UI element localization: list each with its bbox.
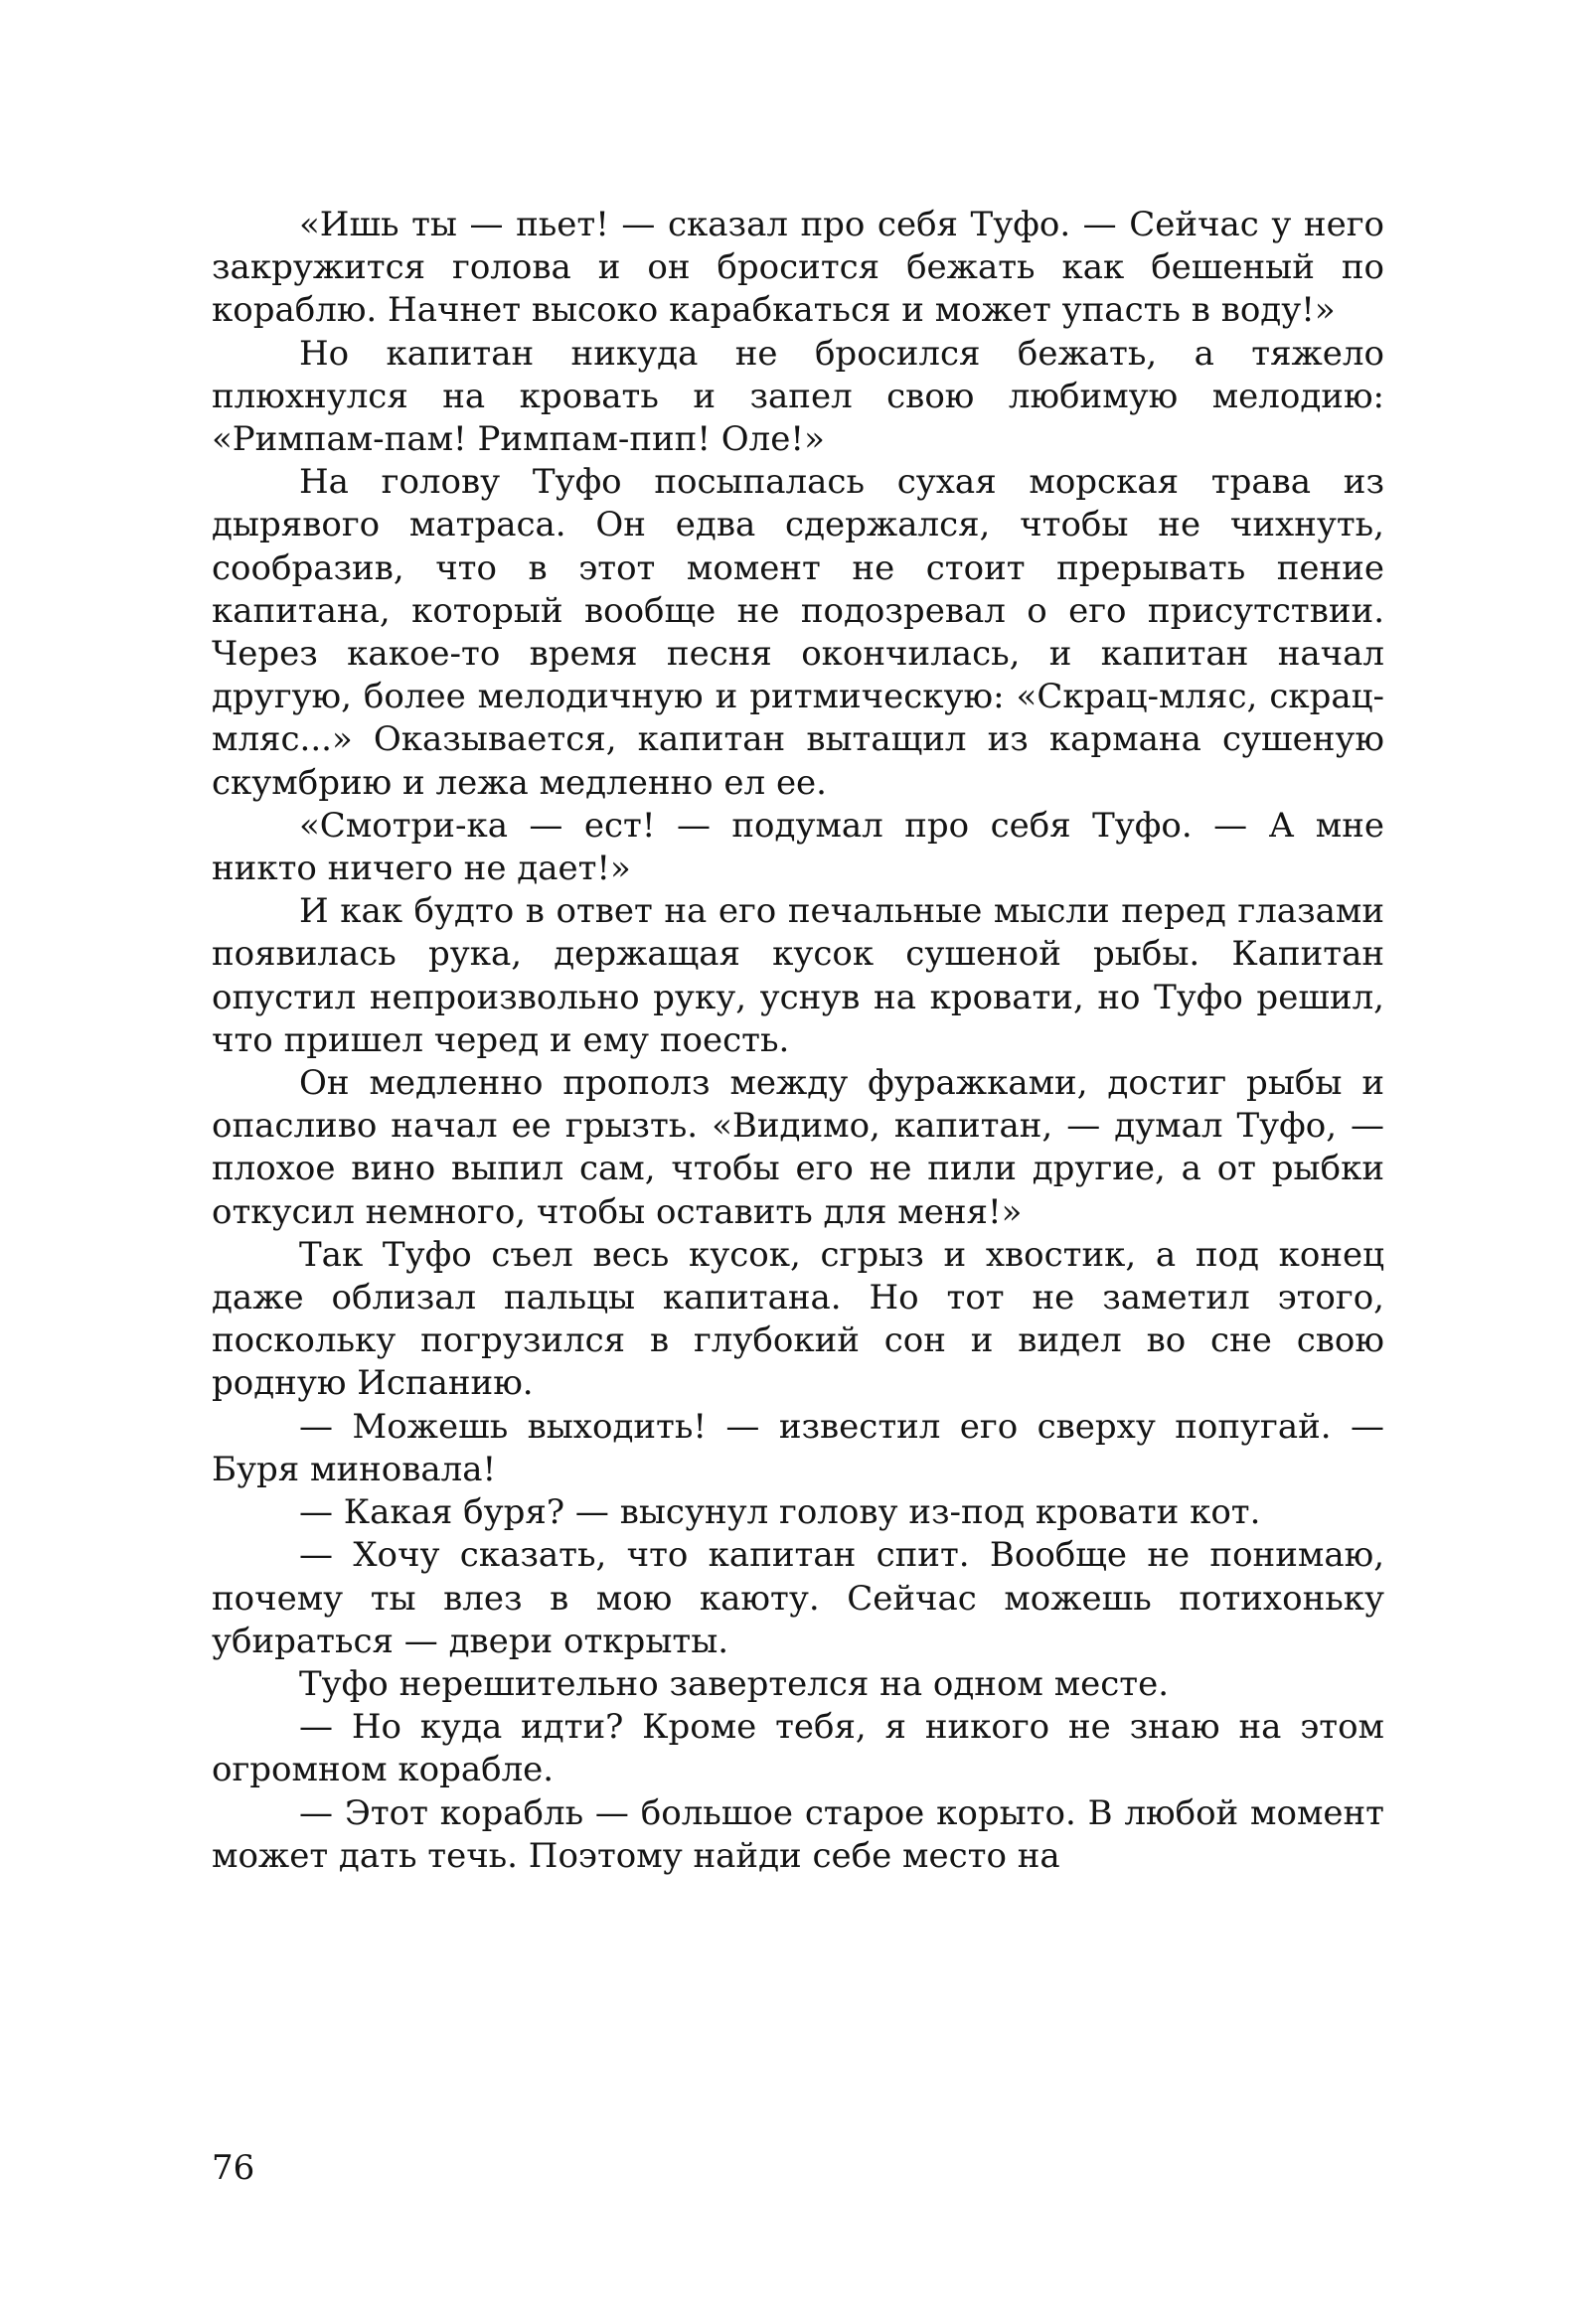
paragraph: «Ишь ты — пьет! — сказал про себя Туфо. — Сейчас у него закружится голова и он бросится бежать как бешеный по кораблю. Начнет высоко карабкаться и может упасть в воду!» xyxy=(212,205,1384,331)
paragraph: — Какая буря? — высунул голову из-под кровати кот. xyxy=(299,1492,1261,1533)
paragraph: И как будто в ответ на его печальные мысли перед глазами появилась рука, держащая кусок сушеной рыбы. Капитан опустил непроизвольно руку, уснув на кровати, но Туфо решил, что пришел черед и ему поесть. xyxy=(212,891,1384,1060)
paragraph: — Этот корабль — большое старое корыто. В любой момент может дать течь. Поэтому найди себе место на xyxy=(212,1792,1384,1876)
paragraph: — Но куда идти? Кроме тебя, я никого не знаю на этом огромном корабле. xyxy=(212,1707,1384,1790)
paragraph: «Смотри-ка — ест! — подумал про себя Туфо. — А мне никто ничего не дает!» xyxy=(212,805,1384,889)
paragraph: На голову Туфо посыпалась сухая морская трава из дырявого матраса. Он едва сдержался, чтобы не чихнуть, сообразив, что в этот момент не стоит прерывать пение капитана, который вообще не подозревал о его присутствии. Через какое-то время песня окончилась, и капитан начал другую, более мелодичную и ритмическую: «Скрац-мляс, скрац-мляс...» Оказывается, капитан вытащил из кармана сушеную скумбрию и лежа медленно ел ее. xyxy=(212,462,1384,803)
paragraph: Он медленно прополз между фуражками, достиг рыбы и опасливо начал ее грызть. «Видимо, капитан, — думал Туфо, — плохое вино выпил сам, чтобы его не пили другие, а от рыбки откусил немного, чтобы оставить для меня!» xyxy=(212,1063,1384,1232)
paragraph: Так Туфо съел весь кусок, сгрыз и хвостик, а под конец даже облизал пальцы капитана. Но тот не заметил этого, поскольку погрузился в глубокий сон и видел во сне свою родную Испанию. xyxy=(212,1234,1384,1404)
body-text xyxy=(212,204,1384,1878)
paragraph: — Хочу сказать, что капитан спит. Вообще не понимаю, почему ты влез в мою каюту. Сейчас можешь потихоньку убираться — двери открыты. xyxy=(212,1535,1384,1661)
page-number: 76 xyxy=(212,2148,255,2188)
paragraph: Туфо нерешительно завертелся на одном месте. xyxy=(299,1663,1170,1704)
paragraph: — Можешь выходить! — известил его сверху попугай. — Буря миновала! xyxy=(212,1406,1384,1489)
paragraph: Но капитан никуда не бросился бежать, а тяжело плюхнулся на кровать и запел свою любимую мелодию: «Римпам-пам! Римпам-пип! Оле!» xyxy=(212,333,1384,460)
